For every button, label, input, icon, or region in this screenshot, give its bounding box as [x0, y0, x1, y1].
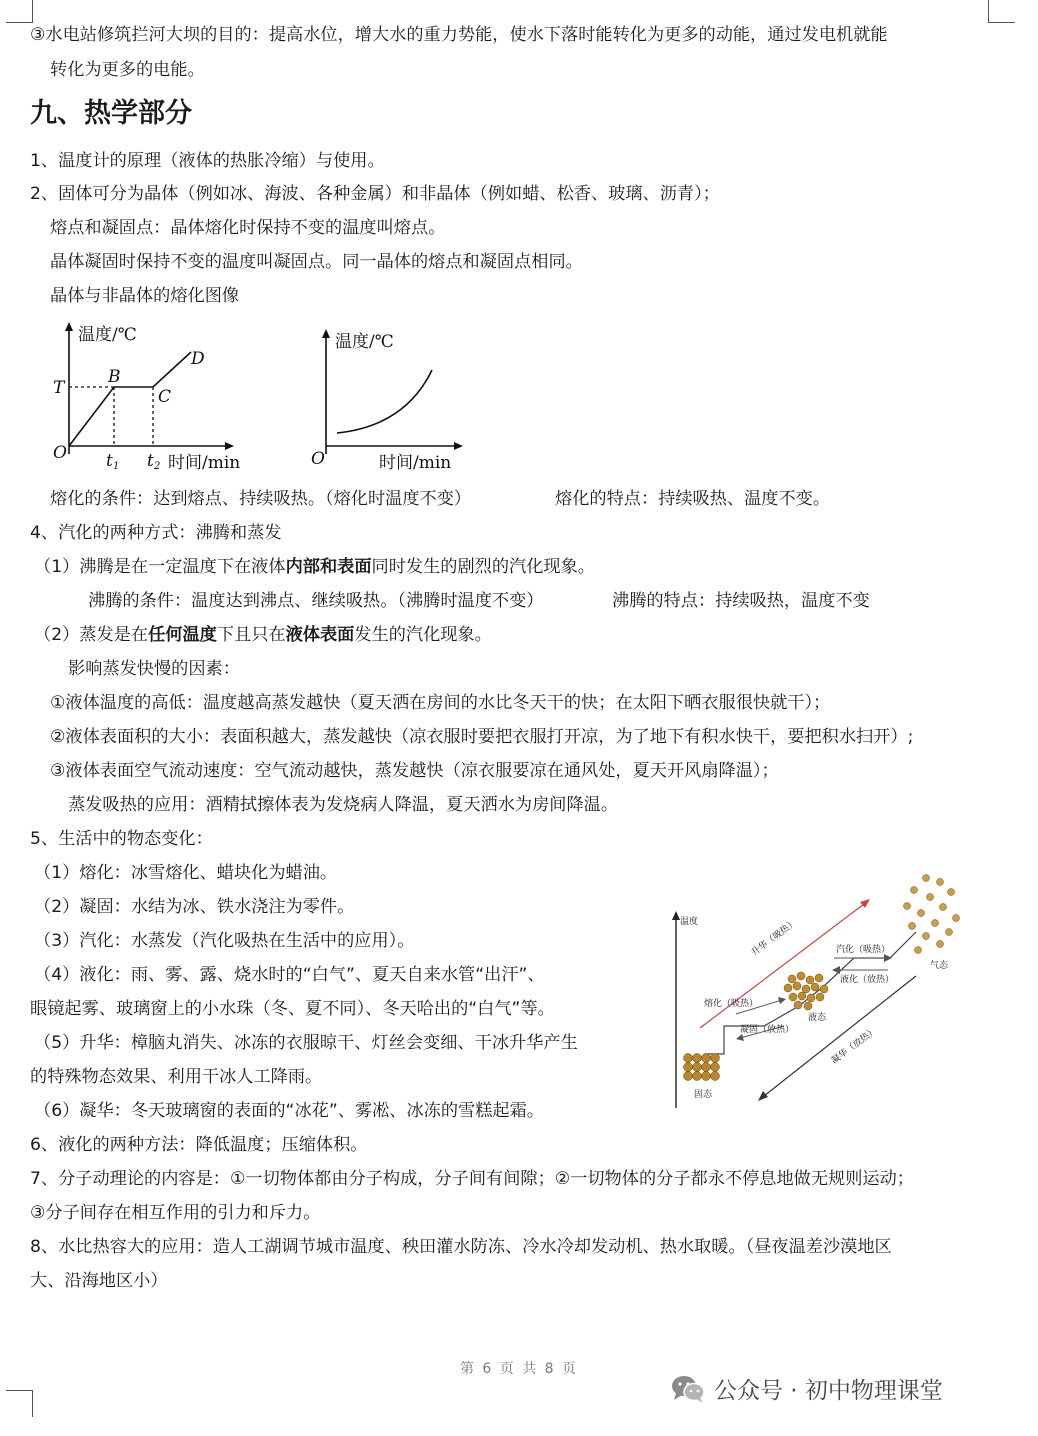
item-7-cont: ③分子间存在相互作用的引力和斥力。 [30, 1203, 321, 1223]
vaporization-label: 汽化（吸热） [836, 945, 891, 955]
condensation-arrow-head-icon [832, 966, 840, 974]
factor-2: ②液体表面积的大小：表面积越大，蒸发越快（凉衣服时要把衣服打开凉，为了地下有积水快干，要把积水扫开）; [50, 727, 914, 747]
gas-label: 气态 [930, 961, 949, 971]
state-change-sublimation-cont: 的特殊物态效果、利用干冰人工降雨。 [30, 1067, 323, 1087]
item-8-cont: 大、沿海地区小） [30, 1271, 168, 1291]
wechat-icon [670, 1374, 706, 1404]
crystal-ylabel: 温度/℃ [78, 325, 137, 345]
boiling-text-a: （1）沸腾是在一定温度下在液体 [34, 557, 286, 577]
point-b-label: B [108, 367, 121, 387]
solid-label: 固态 [694, 1090, 713, 1100]
vaporization-arrow-head-icon [884, 954, 892, 962]
section-title: 九、热学部分 [30, 98, 192, 129]
axis-arrow-icon [672, 911, 680, 920]
amorphous-ylabel: 温度/℃ [335, 332, 394, 352]
temperature-axis-label: 温度 [680, 917, 699, 927]
boiling-text-b: 同时发生的剧烈的汽化现象。 [371, 557, 595, 577]
factor-1: ①液体温度的高低：温度越高蒸发越快（夏天洒在房间的水比冬天干的快；在太阳下晒衣服很快就干）； [50, 693, 831, 713]
melting-feature: 熔化的特点：持续吸热、温度不变。 [555, 489, 831, 509]
x-axis-arrow-icon [454, 442, 463, 450]
melting-arrow-head-icon [778, 997, 786, 1004]
item-5: 5、生活中的物态变化： [30, 829, 213, 849]
boiling-definition [34, 555, 595, 579]
sublimation-arrow [700, 904, 864, 1028]
evap-emphasis-2: 液体表面 [285, 625, 355, 645]
state-change-freezing: （2）凝固：水结为冰、铁水浇注为零件。 [34, 897, 355, 917]
boiling-condition: 沸腾的条件：温度达到沸点、继续吸热。（沸腾时温度不变） [88, 591, 544, 611]
evap-text-b: 下且只在 [216, 625, 286, 645]
item-1: 1、温度计的原理（液体的热胀冷缩）与使用。 [30, 151, 385, 171]
t1-subscript: 1 [113, 461, 120, 472]
crystal-xlabel: 时间/min [168, 453, 241, 473]
deposition-label: 凝华（放热） [829, 1025, 879, 1067]
gas-particles [904, 875, 960, 954]
page-number: 第 6 页 共 8 页 [459, 1361, 579, 1377]
t1-label: t [106, 451, 113, 471]
y-axis-arrow-icon [65, 322, 73, 331]
evap-text-a: （2）蒸发是在 [34, 625, 149, 645]
point-d-label: D [191, 349, 205, 369]
amorphous-melting-graph [305, 318, 480, 478]
item-2-melting-point: 熔点和凝固点：晶体熔化时保持不变的温度叫熔点。 [50, 218, 446, 238]
crystal-melting-graph [48, 318, 273, 478]
intro-line-2: 转化为更多的电能。 [50, 60, 205, 80]
sublimation-label: 升华（吸热） [749, 917, 799, 959]
crystal-curve [69, 352, 191, 446]
t2-subscript: 2 [154, 461, 161, 472]
x-axis-arrow-icon [225, 442, 234, 450]
page-corner-mark [6, 1390, 33, 1417]
liquid-particles [784, 972, 828, 1010]
point-c-label: C [158, 387, 172, 407]
factor-3: ③液体表面空气流动速度：空气流动越快，蒸发越快（凉衣服要凉在通风处，夏天开风扇降温）； [50, 761, 779, 781]
state-change-vaporization: （3）汽化：水蒸发（汽化吸热在生活中的应用）。 [34, 931, 415, 951]
evap-emphasis-1: 任何温度 [148, 625, 217, 645]
evaporation-definition [34, 623, 492, 647]
boiling-feature: 沸腾的特点：持续吸热，温度不变 [612, 591, 870, 611]
item-2: 2、固体可分为晶体（例如冰、海波、各种金属）和非晶体（例如蜡、松香、玻璃、沥青）； [30, 184, 720, 204]
y-axis-arrow-icon [322, 329, 330, 338]
state-change-condensation: （4）液化：雨、雾、露、烧水时的“白气”、夏天自来水管“出汗”、 [34, 965, 545, 985]
melting-condition: 熔化的条件：达到熔点、持续吸热。（熔化时温度不变） [50, 489, 472, 509]
item-7: 7、分子动理论的内容是：①一切物体都由分子构成，分子间有间隙；②一切物体的分子都永不停息地做无规则运动； [30, 1169, 914, 1189]
condensation-label: 液化（放热） [840, 975, 895, 985]
watermark [670, 1372, 943, 1405]
states-of-matter-diagram [664, 866, 984, 1116]
freezing-arrow-head-icon [736, 1034, 744, 1041]
state-change-sublimation: （5）升华：樟脑丸消失、冰冻的衣服晾干、灯丝会变细、干冰升华产生 [34, 1033, 578, 1053]
deposition-arrow-head-icon [758, 1091, 768, 1101]
solid-particles [684, 1054, 720, 1081]
amorphous-origin-label: O [311, 449, 325, 469]
evaporation-factors-title: 影响蒸发快慢的因素： [68, 659, 240, 679]
page-corner-mark [6, 0, 33, 23]
state-change-melting: （1）熔化：冰雪熔化、蜡块化为蜡油。 [34, 863, 338, 883]
item-6: 6、液化的两种方法：降低温度；压缩体积。 [30, 1135, 368, 1155]
deposition-arrow [764, 976, 916, 1096]
state-change-deposition: （6）凝华：冬天玻璃窗的表面的“冰花”、雾凇、冰冻的雪糕起霜。 [34, 1101, 544, 1121]
amorphous-xlabel: 时间/min [379, 453, 452, 473]
crystal-origin-label: O [53, 443, 67, 463]
intro-line-1: ③水电站修筑拦河大坝的目的：提高水位，增大水的重力势能，使水下落时能转化为更多的动能，通过发电机就能 [30, 25, 888, 45]
page-corner-mark [988, 0, 1015, 23]
evap-text-c: 发生的汽化现象。 [354, 625, 492, 645]
freezing-label: 凝固（放热） [740, 1025, 795, 1035]
state-change-condensation-cont: 眼镜起雾、玻璃窗上的小水珠（冬、夏不同）、冬天哈出的“白气”等。 [30, 999, 555, 1019]
amorphous-curve [337, 370, 432, 433]
item-2-freezing-point: 晶体凝固时保持不变的温度叫凝固点。同一晶体的熔点和凝固点相同。 [50, 252, 583, 272]
sublimation-arrow-head-icon [860, 899, 870, 908]
liquid-label: 液态 [808, 1013, 827, 1023]
evaporation-application: 蒸发吸热的应用：酒精拭擦体表为发烧病人降温，夏天洒水为房间降温。 [68, 795, 619, 815]
crystal-t-label: T [53, 378, 65, 398]
melting-label: 熔化（吸热） [704, 999, 759, 1009]
item-8: 8、水比热容大的应用：造人工湖调节城市温度、秧田灌水防冻、冷水冷却发动机、热水取暖。（昼夜温差沙漠地区 [30, 1237, 892, 1257]
item-4: 4、汽化的两种方式：沸腾和蒸发 [30, 523, 282, 543]
item-2-graph-caption: 晶体与非晶体的熔化图像 [50, 286, 240, 306]
watermark-text: 公众号 · 初中物理课堂 [714, 1378, 943, 1404]
t2-label: t [147, 451, 154, 471]
boiling-emphasis: 内部和表面 [285, 557, 372, 577]
